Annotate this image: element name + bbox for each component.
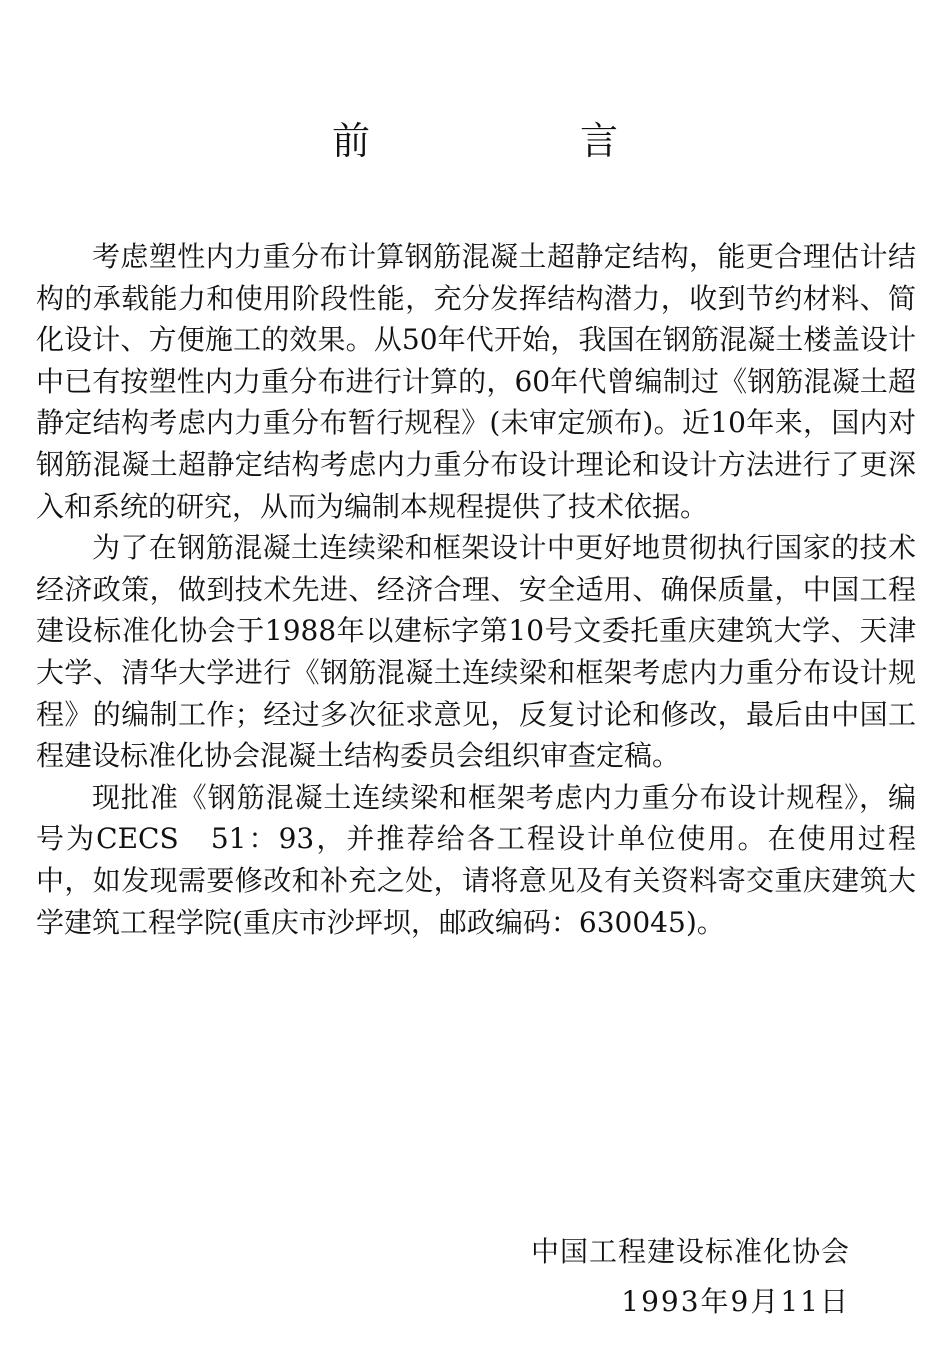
paragraph-1: 考虑塑性内力重分布计算钢筋混凝土超静定结构，能更合理估计结构的承载能力和使用阶段性能，充分发挥结构潜力，收到节约材料、简化设计、方便施工的效果。从50年代开始，我国在钢筋混凝土楼盖设计中已有按塑性内力重分布进行计算的，60年代曾编制过《钢筋混凝土超静定结构考虑内力重分布暂行规程》(未审定颁布)。近10年来，国内对钢筋混凝土超静定结构考虑内力重分布设计理论和设计方法进行了更深入和系统的研究，从而为编制本规程提供了技术依据。 (36, 240, 916, 523)
signature-date: 1993年9月11日 (621, 1285, 850, 1318)
signature-organization: 中国工程建设标准化协会 (530, 1235, 850, 1268)
paragraph-2: 为了在钢筋混凝土连续梁和框架设计中更好地贯彻执行国家的技术经济政策，做到技术先进、经济合理、安全适用、确保质量，中国工程建设标准化协会于1988年以建标字第10号文委托重庆建筑大学、天津大学、清华大学进行《钢筋混凝土连续梁和框架考虑内力重分布设计规程》的编制工作；经过多次征求意见，反复讨论和修改，最后由中国工程建设标准化协会混凝土结构委员会组织审查定稿。 (36, 531, 916, 773)
signature-block (531, 1227, 850, 1327)
page-title: 前 言 (331, 119, 704, 163)
body-text (36, 236, 916, 943)
paragraph-3: 现批准《钢筋混凝土连续梁和框架考虑内力重分布设计规程》，编号为CECS 51：93，并推荐给各工程设计单位使用。在使用过程中，如发现需要修改和补充之处，请将意见及有关资料寄交重庆建筑大学建筑工程学院(重庆市沙坪坝，邮政编码：630045)。 (36, 780, 916, 939)
